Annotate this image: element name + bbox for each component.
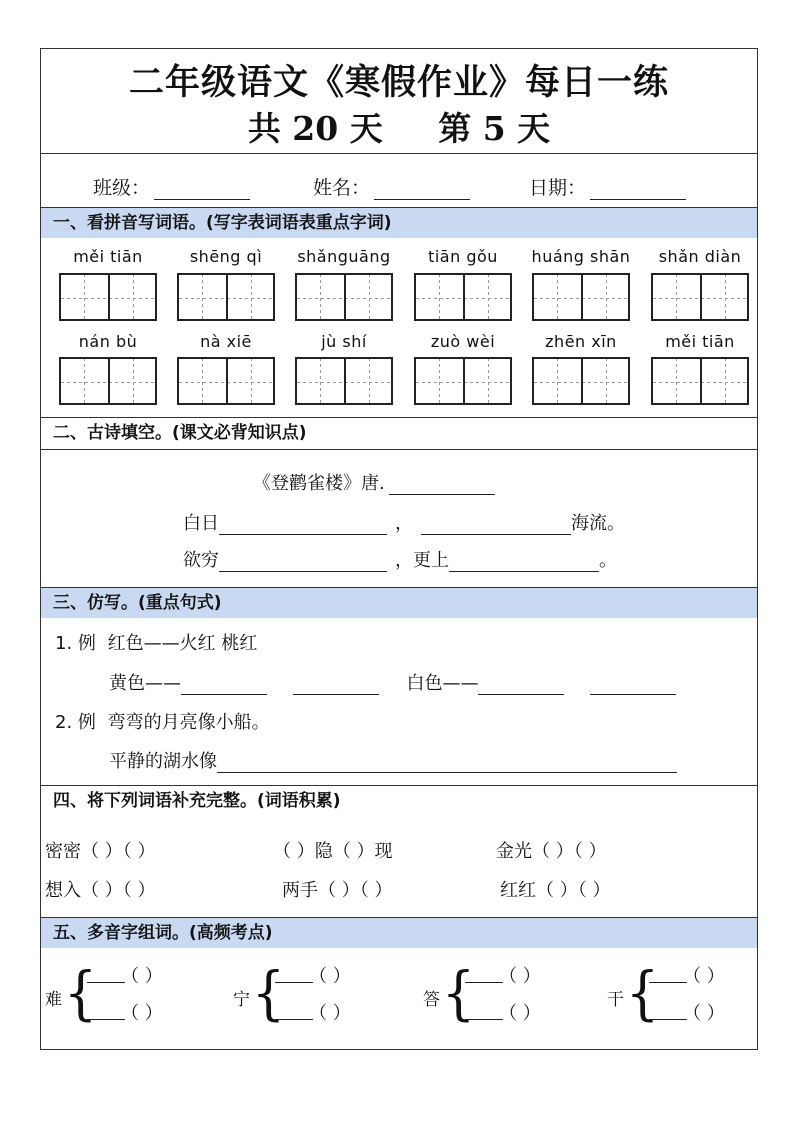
polyphone-blank[interactable] (465, 982, 503, 983)
pinyin-label: jù shí (321, 332, 367, 351)
divider (41, 153, 757, 154)
idiom-1[interactable]: 密密（ ）（ ） (45, 841, 156, 862)
blank-white-2[interactable] (590, 676, 676, 695)
poem-line2-end: 。 (599, 550, 617, 571)
total-days: 共 20 天 (247, 109, 383, 148)
blank-yellow-1[interactable] (181, 676, 267, 695)
poem-title-line (253, 469, 495, 495)
pinyin-label: shēng qì (189, 247, 263, 266)
example1-text: 红色——火红 桃红 (107, 633, 258, 654)
brace-symbol: { (251, 959, 286, 1027)
polyphone-char: 宁 (233, 990, 250, 1010)
poem-line2-sep: ，更上 (395, 550, 449, 571)
name-field[interactable] (313, 173, 470, 200)
current-day: 第 5 天 (438, 109, 551, 148)
name-label: 姓名： (313, 177, 371, 199)
section2-title: 二、古诗填空。(课文必背知识点) (41, 418, 757, 448)
poem-line1-end: 海流。 (571, 513, 625, 534)
pinyin-label: nán bù (78, 332, 138, 351)
example-1-questions (109, 669, 676, 695)
poet-blank[interactable] (389, 476, 495, 495)
pinyin-label: shǎn diàn (658, 247, 742, 266)
date-field[interactable] (529, 173, 686, 200)
pinyin-label: tiān gǒu (428, 247, 498, 266)
poem-blank-3[interactable] (219, 553, 387, 572)
writing-box[interactable] (177, 357, 275, 405)
blank-yellow-2[interactable] (293, 676, 379, 695)
idiom-3[interactable]: 金光（ ）（ ） (496, 841, 607, 862)
writing-box[interactable] (532, 273, 630, 321)
polyphone-paren[interactable]: （ ） (499, 966, 541, 987)
brace-symbol: { (625, 959, 660, 1027)
polyphone-blank[interactable] (465, 1019, 503, 1020)
polyphone-char: 答 (423, 990, 440, 1010)
poem-title: 《登鹳雀楼》唐. (253, 473, 385, 494)
writing-box[interactable] (59, 357, 157, 405)
example2-text: 弯弯的月亮像小船。 (107, 712, 270, 733)
polyphone-char: 难 (45, 990, 62, 1010)
pinyin-label: zuò wèi (430, 332, 496, 351)
example2-label: 2. 例 (55, 712, 96, 733)
writing-box[interactable] (177, 273, 275, 321)
polyphone-paren[interactable]: （ ） (309, 966, 351, 987)
writing-box[interactable] (414, 273, 512, 321)
brace-symbol: { (441, 959, 476, 1027)
class-field[interactable] (93, 173, 250, 200)
worksheet (40, 48, 758, 1050)
date-blank[interactable] (590, 181, 686, 200)
polyphone-char: 干 (607, 990, 624, 1010)
poem-blank-4[interactable] (449, 553, 599, 572)
writing-box[interactable] (532, 357, 630, 405)
pinyin-label: nà xiē (200, 332, 252, 351)
idiom-2[interactable]: （ ）隐（ ）现 (273, 841, 393, 862)
pinyin-label: huáng shān (531, 247, 631, 266)
pinyin-label: měi tiān (665, 332, 735, 351)
pinyin-label: shǎnguāng (297, 247, 391, 266)
writing-box[interactable] (295, 273, 393, 321)
writing-box[interactable] (59, 273, 157, 321)
poem-line-2 (183, 546, 617, 572)
writing-box[interactable] (651, 273, 749, 321)
polyphone-blank[interactable] (275, 982, 313, 983)
polyphone-blank[interactable] (649, 1019, 687, 1020)
class-label: 班级： (93, 177, 151, 199)
name-blank[interactable] (374, 181, 470, 200)
idiom-6[interactable]: 红红（ ）（ ） (500, 880, 611, 901)
poem-line1-sep: ， (395, 513, 413, 534)
divider (41, 449, 757, 450)
example1-q2: 白色—— (406, 673, 479, 694)
polyphone-paren[interactable]: （ ） (309, 1003, 351, 1024)
example-1 (55, 629, 257, 655)
polyphone-paren[interactable]: （ ） (499, 1003, 541, 1024)
brace-symbol: { (63, 959, 98, 1027)
example-2-question (109, 747, 677, 773)
example1-q1: 黄色—— (109, 673, 181, 694)
blank-lake[interactable] (217, 754, 677, 773)
polyphone-blank[interactable] (87, 982, 125, 983)
polyphone-blank[interactable] (87, 1019, 125, 1020)
polyphone-paren[interactable]: （ ） (121, 1003, 163, 1024)
page-title: 二年级语文《寒假作业》每日一练 (128, 62, 669, 103)
polyphone-paren[interactable]: （ ） (683, 1003, 725, 1024)
example-2 (55, 708, 270, 734)
idiom-4[interactable]: 想入（ ）（ ） (45, 880, 156, 901)
poem-line1-start: 白日 (183, 513, 219, 534)
example2-q: 平静的湖水像 (109, 751, 217, 772)
section4-title: 四、将下列词语补充完整。(词语积累) (41, 786, 757, 816)
section3-title: 三、仿写。(重点句式) (41, 588, 757, 618)
writing-box[interactable] (414, 357, 512, 405)
class-blank[interactable] (154, 181, 250, 200)
polyphone-paren[interactable]: （ ） (683, 966, 725, 987)
poem-line2-start: 欲穷 (183, 550, 219, 571)
poem-blank-2[interactable] (421, 516, 571, 535)
day-counter (41, 103, 757, 150)
pinyin-label: zhēn xīn (545, 332, 617, 351)
writing-box[interactable] (651, 357, 749, 405)
poem-blank-1[interactable] (219, 516, 387, 535)
blank-white-1[interactable] (478, 676, 564, 695)
polyphone-blank[interactable] (275, 1019, 313, 1020)
idiom-5[interactable]: 两手（ ）（ ） (282, 880, 393, 901)
writing-box[interactable] (295, 357, 393, 405)
polyphone-blank[interactable] (649, 982, 687, 983)
example1-label: 1. 例 (55, 633, 96, 654)
polyphone-paren[interactable]: （ ） (121, 966, 163, 987)
section1-title: 一、看拼音写词语。(写字表词语表重点字词) (41, 208, 757, 238)
date-label: 日期： (529, 177, 587, 199)
poem-line-1 (183, 509, 625, 535)
pinyin-label: měi tiān (73, 247, 143, 266)
section5-title: 五、多音字组词。(高频考点) (41, 918, 757, 948)
